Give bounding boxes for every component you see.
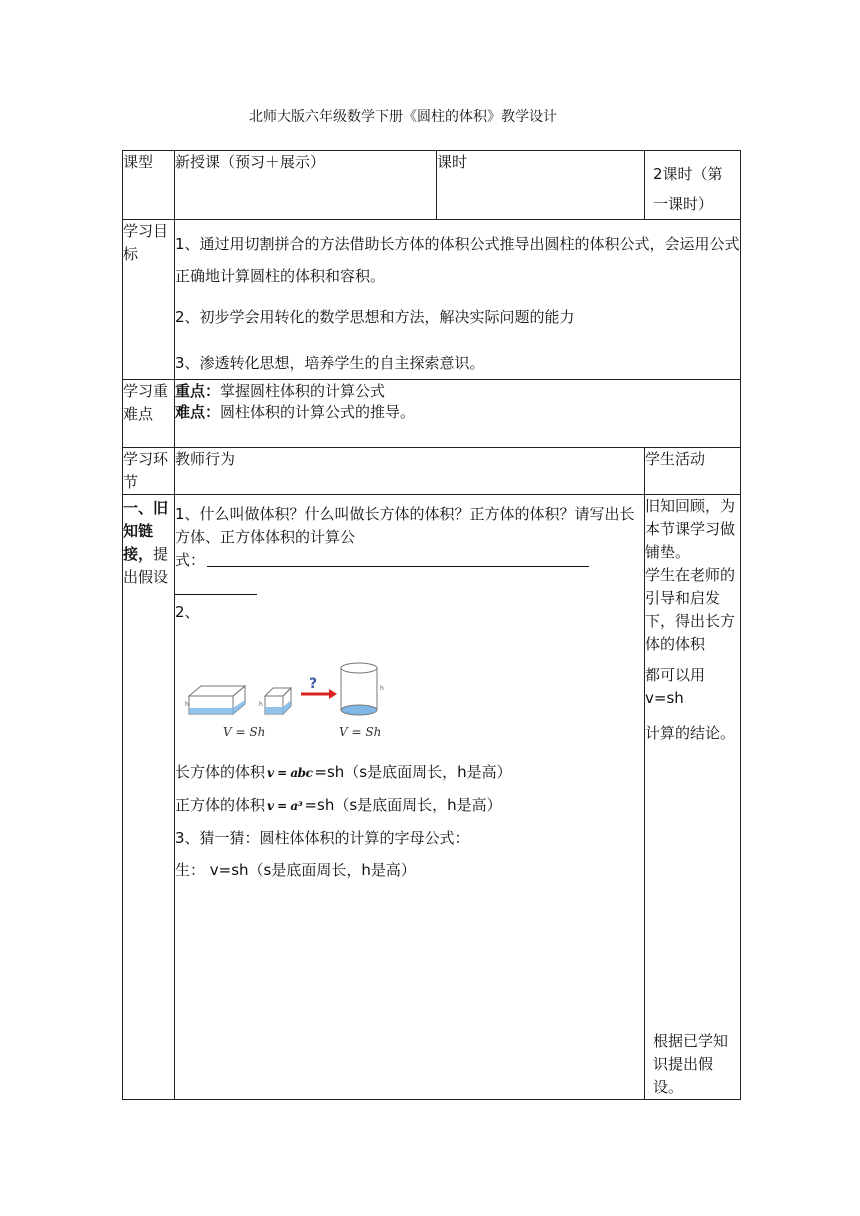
student-note-1: 旧知回顾，为本节课学习做铺垫。 xyxy=(645,497,736,561)
cube-prefix: 正方体的体积 xyxy=(175,796,266,814)
label-stage xyxy=(123,448,175,495)
cube-volume-line xyxy=(175,794,644,818)
cube-suffix: =sh（s是底面周长，h是高） xyxy=(304,796,502,814)
row-key-points xyxy=(123,380,741,448)
label-key-points xyxy=(123,380,175,448)
lesson-type-text: 新授课（预习＋展示） xyxy=(175,153,326,171)
question-1-tail xyxy=(175,549,644,572)
question-1-tail-text: 式： xyxy=(175,551,206,569)
period-label-text: 课时 xyxy=(437,153,468,171)
formula-right: V = Sh xyxy=(339,725,382,739)
objective-3: 3、渗透转化思想，培养学生的自主探索意识。 xyxy=(175,354,485,372)
cube-formula: v = a³ xyxy=(267,799,303,813)
cuboid-prefix: 长方体的体积 xyxy=(175,763,266,781)
period-value xyxy=(645,151,741,220)
label-text: 学习环节 xyxy=(123,450,169,491)
difficult-point-text: 圆柱体积的计算公式的推导。 xyxy=(220,403,416,421)
arrow-icon xyxy=(301,676,337,699)
label-text: 学习目标 xyxy=(123,222,169,263)
question-mark: ? xyxy=(309,676,318,692)
student-header xyxy=(645,448,741,495)
row-review xyxy=(123,495,741,1100)
stage-subtitle: 提出假设 xyxy=(123,545,169,586)
answer-blank xyxy=(207,566,589,567)
cylinder-shape xyxy=(341,663,384,715)
label-objectives xyxy=(123,220,175,380)
row-objectives xyxy=(123,220,741,380)
cube-shape xyxy=(259,688,291,714)
svg-text:h: h xyxy=(380,685,384,692)
cuboid-suffix: =sh（s是底面周长，h是高） xyxy=(314,763,512,781)
objective-1: 1、通过用切割拼合的方法借助长方体的体积公式推导出圆柱的体积公式，会运用公式正确地计算圆柱的体积和容积。 xyxy=(175,235,740,285)
objective-2: 2、初步学会用转化的数学思想和方法，解决实际问题的能力 xyxy=(175,308,575,326)
svg-text:h: h xyxy=(259,701,263,708)
student-note-4: 计算的结论。 xyxy=(645,724,736,742)
answer-blank-2 xyxy=(175,572,257,595)
label-text: 课型 xyxy=(123,153,154,171)
svg-text:h: h xyxy=(185,701,189,708)
label-text: 学习重难点 xyxy=(123,382,169,423)
cuboid-volume-line xyxy=(175,761,644,785)
difficult-point xyxy=(175,402,740,423)
formula-left: V = Sh xyxy=(223,725,266,739)
key-point-text: 掌握圆柱体积的计算公式 xyxy=(220,382,386,400)
teacher-header xyxy=(175,448,645,495)
student-answer: 生： v=sh（s是底面周长，h是高） xyxy=(175,861,416,879)
stage-title: 一、旧知链接， xyxy=(123,499,169,563)
lesson-plan-table xyxy=(122,150,741,1100)
row-header xyxy=(123,448,741,495)
label-review xyxy=(123,495,175,1100)
difficult-point-label: 难点： xyxy=(175,403,221,421)
key-points-content xyxy=(175,380,741,448)
question-2: 2、 xyxy=(175,603,200,621)
label-lesson-type xyxy=(123,151,175,220)
student-note-3: 都可以用v=sh xyxy=(645,666,706,707)
student-note-bottom: 根据已学知识提出假设。 xyxy=(653,1032,729,1096)
cuboid-shape xyxy=(185,686,245,714)
shapes-illustration xyxy=(183,658,403,740)
period-label xyxy=(437,151,645,220)
question-1: 1、什么叫做体积？什么叫做长方体的体积？正方体的体积？请写出长方体、正方体体积的计算公 xyxy=(175,505,635,546)
period-value-text: 2课时（第一课时） xyxy=(653,165,723,213)
lesson-type-value xyxy=(175,151,437,220)
volume-figure xyxy=(183,658,644,747)
student-header-text: 学生活动 xyxy=(645,450,706,468)
teacher-header-text: 教师行为 xyxy=(175,450,236,468)
document-title: 北师大版六年级数学下册《圆柱的体积》教学设计 xyxy=(249,109,557,125)
student-note-2: 学生在老师的引导和启发下，得出长方体的体积 xyxy=(645,566,736,653)
question-3: 3、猜一猜：圆柱体体积的计算的字母公式： xyxy=(175,829,470,847)
row-lesson-type xyxy=(123,151,741,220)
teacher-activity xyxy=(175,495,645,1100)
student-activity xyxy=(645,495,741,1100)
key-point-label: 重点： xyxy=(175,382,221,400)
cuboid-formula: v = abc xyxy=(267,766,313,780)
objectives-content xyxy=(175,220,741,380)
key-point xyxy=(175,381,740,402)
